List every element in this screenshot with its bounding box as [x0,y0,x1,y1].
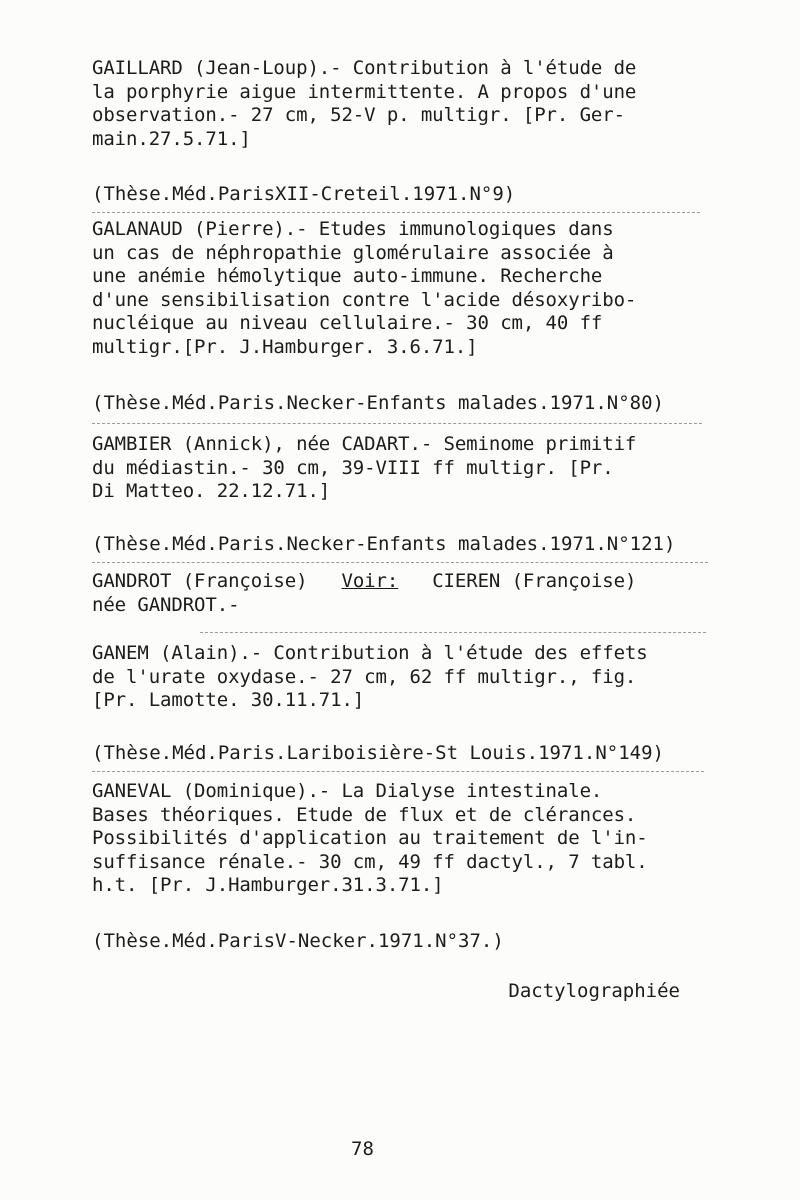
catalog-cross-reference [92,570,712,617]
entry-line: GALANAUD (Pierre).- Etudes immunologiques dans [92,218,614,240]
entry-line: main.27.5.71.] [92,127,251,150]
thesis-reference: (Thèse.Méd.ParisXII-Creteil.1971.N°9) [92,183,516,205]
thesis-reference: (Thèse.Méd.Paris.Necker-Enfants malades.1971.N°121) [92,533,676,555]
entry-line: de l'urate oxydase.- 27 cm, 62 ff multigr., fig. [92,665,637,688]
entry-line: h.t. [Pr. J.Hamburger.31.3.71.] [92,874,444,896]
entry-line: GAILLARD (Jean-Loup).- Contribution à l'étude de [92,57,637,79]
entry-line: d'une sensibilisation contre l'acide désoxyribo- [92,288,637,311]
thesis-reference: (Thèse.Méd.ParisV-Necker.1971.N°37.) [92,930,504,952]
separator-rule [92,423,702,424]
cross-ref-name: GANDROT (Françoise) [92,570,308,592]
entry-line: née GANDROT.- [92,593,240,616]
entry-line: multigr.[Pr. J.Hamburger. 3.6.71.] [92,335,478,358]
entry-line: suffisance rénale.- 30 cm, 49 ff dactyl., 7 tabl. [92,850,648,873]
separator-rule [92,212,700,213]
entry-line: nucléique au niveau cellulaire.- 30 cm, 40 ff [92,312,603,334]
catalog-entry-ganem [92,642,712,713]
entry-line: la porphyrie aigue intermittente. A propos d'une [92,80,637,103]
catalog-entry-ganeval [92,780,712,898]
entry-line: Di Matteo. 22.12.71.] [92,480,331,502]
entry-line: GANEVAL (Dominique).- La Dialyse intestinale. [92,780,603,802]
entry-line: GANEM (Alain).- Contribution à l'étude des effets [92,642,648,664]
cross-ref-voir: Voir: [341,570,399,592]
page-number: 78 [351,1138,374,1160]
typewritten-note: Dactylographiée [508,980,680,1002]
entry-line: [Pr. Lamotte. 30.11.71.] [92,689,365,711]
entry-line: GAMBIER (Annick), née CADART.- Seminome primitif [92,433,637,455]
separator-rule [92,771,704,772]
entry-line [92,570,712,594]
cross-ref-target: CIEREN (Françoise) [432,570,637,592]
entry-line: observation.- 27 cm, 52-V p. multigr. [Pr. Ger- [92,104,625,126]
entry-line: une anémie hémolytique auto-immune. Recherche [92,265,603,287]
catalog-entry-gaillard [92,57,712,151]
entry-line: Bases théoriques. Etude de flux et de clérances. [92,803,637,826]
thesis-reference: (Thèse.Méd.Paris.Necker-Enfants malades.1971.N°80) [92,392,664,414]
entry-line: Possibilités d'application au traitement de l'in- [92,827,648,849]
catalog-entry-gambier [92,433,712,504]
separator-rule [92,562,708,563]
separator-rule [200,632,706,633]
thesis-reference: (Thèse.Méd.Paris.Lariboisière-St Louis.1971.N°149) [92,742,664,764]
catalog-entry-galanaud [92,218,712,359]
entry-line: un cas de néphropathie glomérulaire associée à [92,241,614,264]
entry-line: du médiastin.- 30 cm, 39-VIII ff multigr. [Pr. [92,456,614,479]
